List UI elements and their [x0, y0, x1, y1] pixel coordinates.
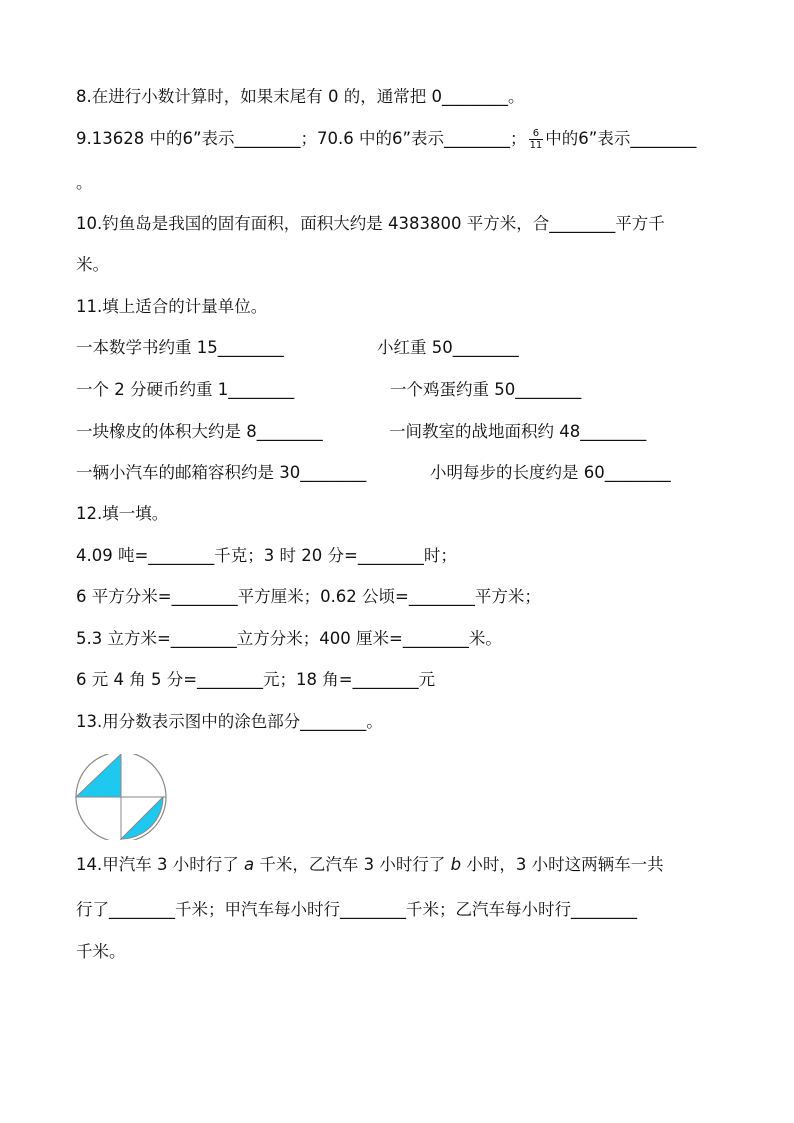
question-9-part2: 中的6”表示________	[545, 129, 697, 148]
q12-line-3: 5.3 立方米=________立方分米；400 厘米=________米。	[76, 629, 502, 648]
question-10-line2: 米。	[76, 255, 109, 274]
question-8: 8.在进行小数计算时，如果末尾有 0 的，通常把 0________。	[76, 87, 525, 106]
q11-row-3-left: 一块橡皮的体积大约是 8________	[76, 422, 323, 441]
question-11-title: 11.填上适合的计量单位。	[76, 297, 268, 316]
q14-text-2: 千米，乙汽车 3 小时行了	[254, 855, 451, 874]
q12-line-2: 6 平方分米=________平方厘米；0.62 公顷=________平方米；	[76, 587, 541, 606]
q11-row-1-left: 一本数学书约重 15________	[76, 338, 284, 357]
shaded-circle-figure	[75, 754, 169, 840]
question-9	[76, 128, 696, 151]
q14-text-3: 小时，3 小时这两辆车一共	[461, 855, 664, 874]
q11-row-3-right: 一间教室的战地面积约 48________	[389, 422, 647, 441]
q11-row-2-left: 一个 2 分硬币约重 1________	[76, 380, 295, 399]
question-14-line1	[76, 854, 664, 876]
question-12-title: 12.填一填。	[76, 504, 169, 523]
fraction-denominator: 11	[529, 140, 543, 151]
question-9-part1: 9.13628 中的6”表示________；70.6 中的6”表示________；	[76, 129, 527, 148]
question-10-line1: 10.钓鱼岛是我国的固有面积，面积大约是 4383800 平方米，合________平方千	[76, 214, 665, 233]
q11-row-2-right: 一个鸡蛋约重 50________	[390, 380, 582, 399]
q12-line-4: 6 元 4 角 5 分=________元；18 角=________元	[76, 670, 436, 689]
question-13: 13.用分数表示图中的涂色部分________。	[76, 712, 383, 731]
q12-line-1: 4.09 吨=________千克；3 时 20 分=________时；	[76, 546, 457, 565]
q11-row-4-right: 小明每步的长度约是 60________	[430, 463, 671, 482]
fraction-numerator: 6	[529, 128, 544, 140]
question-14-line3: 千米。	[76, 942, 126, 961]
question-14-line2: 行了________千米；甲汽车每小时行________千米；乙汽车每小时行________	[76, 900, 637, 919]
fraction-6-11	[529, 128, 544, 151]
q11-row-1-right: 小红重 50________	[377, 338, 519, 357]
variable-a: a	[243, 855, 255, 874]
variable-b: b	[450, 855, 462, 874]
q14-text-1: 14.甲汽车 3 小时行了	[76, 855, 244, 874]
q11-row-4-left: 一辆小汽车的邮箱容积约是 30________	[76, 463, 367, 482]
question-9-tail: 。	[76, 173, 93, 192]
